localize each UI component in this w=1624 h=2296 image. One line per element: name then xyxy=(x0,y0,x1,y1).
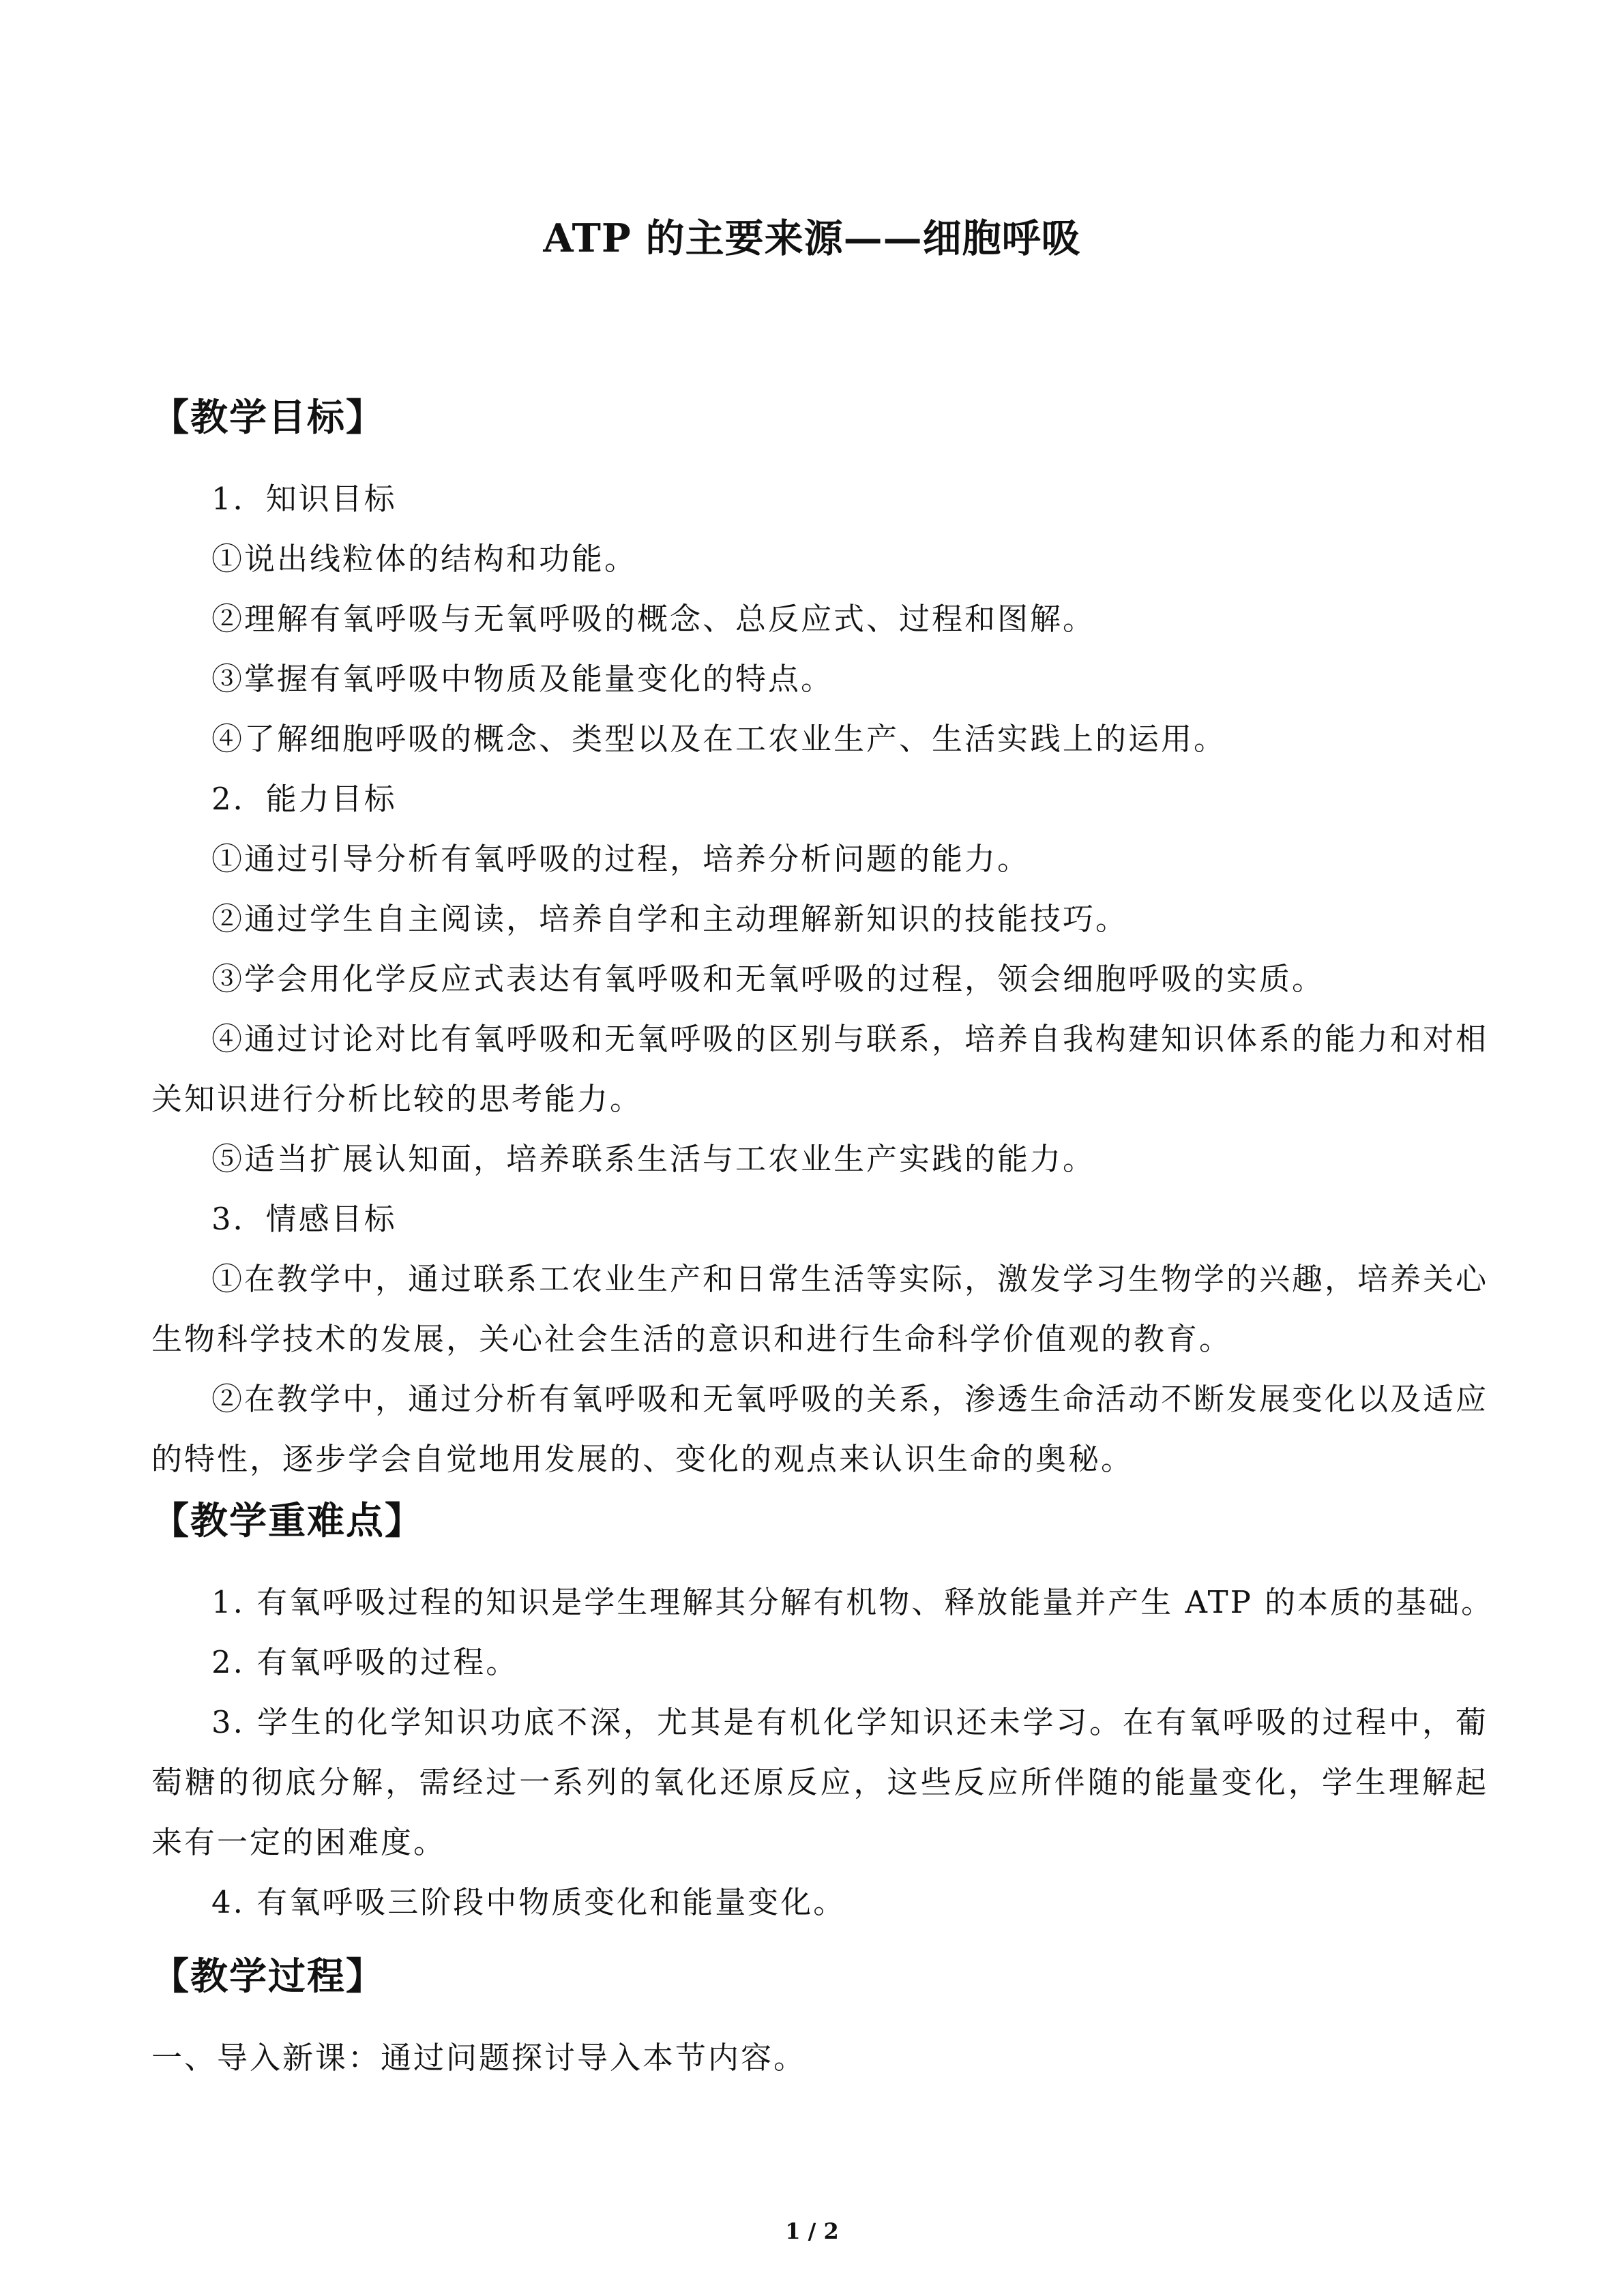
knowledge-objective-item: ④了解细胞呼吸的概念、类型以及在工农业生产、生活实践上的运用。 xyxy=(211,721,1227,757)
knowledge-objective-item: ①说出线粒体的结构和功能。 xyxy=(211,541,638,577)
process-intro: 一、导入新课：通过问题探讨导入本节内容。 xyxy=(151,2040,807,2076)
section-heading-objectives: 【教学目标】 xyxy=(151,395,385,439)
section-heading-key-points: 【教学重难点】 xyxy=(151,1498,424,1542)
key-point-item: 3. 学生的化学知识功底不深，尤其是有机化学知识还未学习。在有氧呼吸的过程中，葡萄糖的彻底分解，需经过一系列的氧化还原反应，这些反应所伴随的能量变化，学生理解起来有一定的困难度。 xyxy=(151,1704,1488,1860)
emotion-objective-title: 3．情感目标 xyxy=(211,1201,397,1237)
page-number: 1 / 2 xyxy=(785,2218,839,2244)
ability-objective-item: ⑤适当扩展认知面，培养联系生活与工农业生产实践的能力。 xyxy=(211,1141,1096,1177)
key-point-item: 1. 有氧呼吸过程的知识是学生理解其分解有机物、释放能量并产生 ATP 的本质的基础。 xyxy=(211,1584,1494,1620)
ability-objective-item: ④通过讨论对比有氧呼吸和无氧呼吸的区别与联系，培养自我构建知识体系的能力和对相关知识进行分析比较的思考能力。 xyxy=(151,1021,1489,1117)
section-heading-process: 【教学过程】 xyxy=(151,1954,385,1998)
knowledge-objective-item: ③掌握有氧呼吸中物质及能量变化的特点。 xyxy=(211,661,834,697)
ability-objective-item: ③学会用化学反应式表达有氧呼吸和无氧呼吸的过程，领会细胞呼吸的实质。 xyxy=(211,961,1325,997)
emotion-objective-item: ①在教学中，通过联系工农业生产和日常生活等实际，激发学习生物学的兴趣，培养关心生物科学技术的发展，关心社会生活的意识和进行生命科学价值观的教育。 xyxy=(151,1261,1489,1357)
key-point-item: 2. 有氧呼吸的过程。 xyxy=(211,1644,519,1680)
ability-objective-item: ②通过学生自主阅读，培养自学和主动理解新知识的技能技巧。 xyxy=(211,901,1129,937)
document-title: ATP 的主要来源——细胞呼吸 xyxy=(543,215,1081,261)
knowledge-objective-title: 1．知识目标 xyxy=(211,481,397,517)
knowledge-objective-item: ②理解有氧呼吸与无氧呼吸的概念、总反应式、过程和图解。 xyxy=(211,601,1096,637)
ability-objective-item: ①通过引导分析有氧呼吸的过程，培养分析问题的能力。 xyxy=(211,841,1031,877)
ability-objective-title: 2．能力目标 xyxy=(211,781,397,817)
emotion-objective-item: ②在教学中，通过分析有氧呼吸和无氧呼吸的关系，渗透生命活动不断发展变化以及适应的特性，逐步学会自觉地用发展的、变化的观点来认识生命的奥秘。 xyxy=(151,1381,1489,1477)
key-point-item: 4. 有氧呼吸三阶段中物质变化和能量变化。 xyxy=(211,1884,846,1920)
